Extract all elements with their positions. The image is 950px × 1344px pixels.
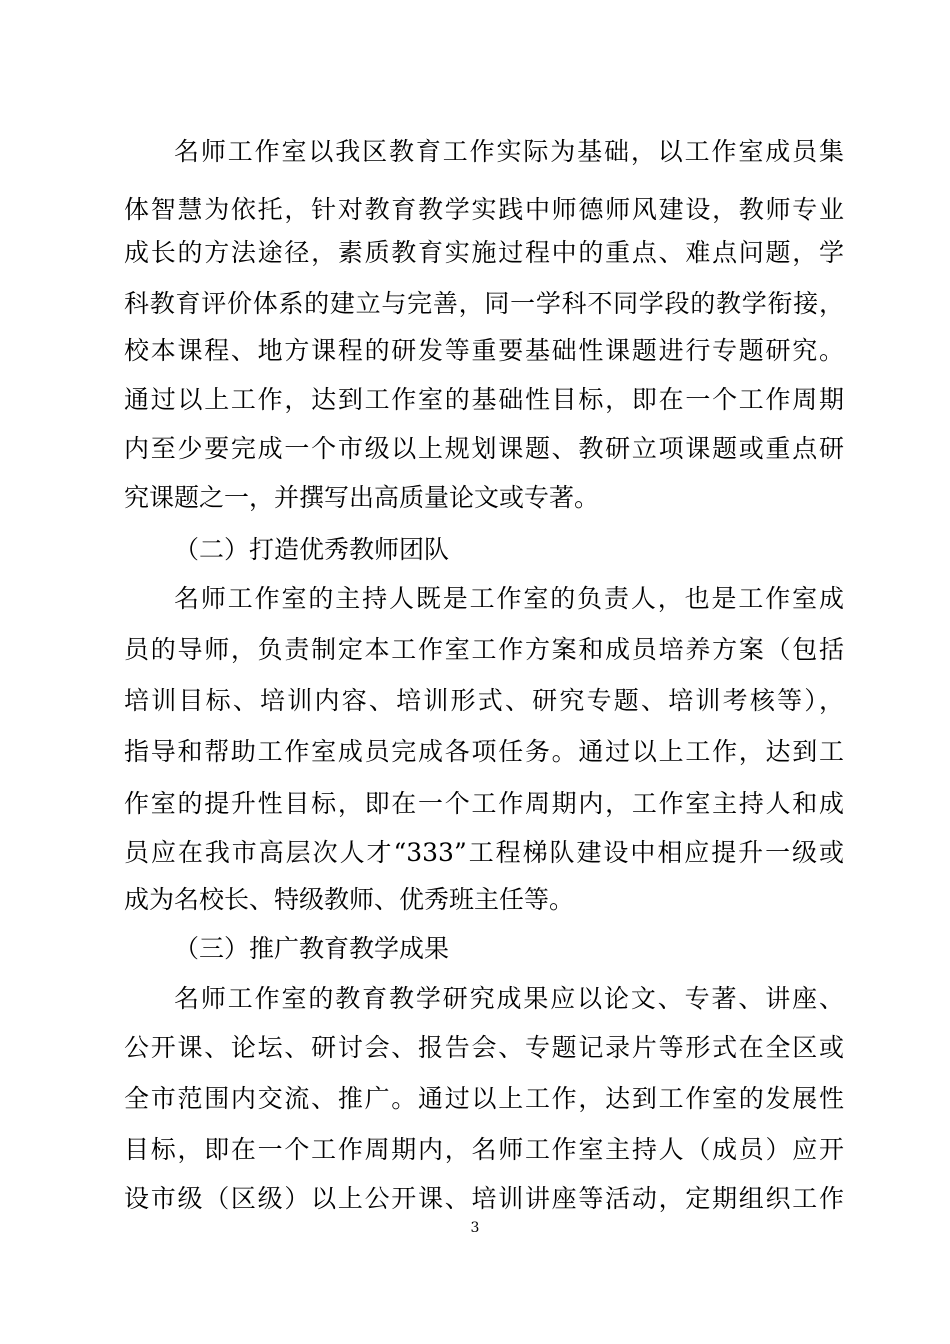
- paragraph-line: 员的导师，负责制定本工作室工作方案和成员培养方案（包括: [124, 635, 844, 664]
- page-number: 3: [470, 1220, 480, 1236]
- paragraph-line: 名师工作室的主持人既是工作室的负责人，也是工作室成: [174, 584, 844, 613]
- paragraph-line: 作室的提升性目标，即在一个工作周期内，工作室主持人和成: [124, 789, 844, 818]
- paragraph-line: 目标，即在一个工作周期内，名师工作室主持人（成员）应开: [124, 1135, 844, 1164]
- paragraph-line: 指导和帮助工作室成员完成各项任务。通过以上工作，达到工: [124, 737, 844, 766]
- paragraph-line: 公开课、论坛、研讨会、报告会、专题记录片等形式在全区或: [124, 1033, 844, 1062]
- paragraph-line: 体智慧为依托，针对教育教学实践中师德师风建设，教师专业: [124, 195, 844, 224]
- paragraph-line: 内至少要完成一个市级以上规划课题、教研立项课题或重点研: [124, 434, 844, 463]
- paragraph-line: 究课题之一，并撰写出高质量论文或专著。: [124, 483, 600, 512]
- paragraph-line: 全市范围内交流、推广。通过以上工作，达到工作室的发展性: [124, 1084, 844, 1113]
- paragraph-line: 员应在我市高层次人才“333”工程梯队建设中相应提升一级或: [124, 838, 844, 867]
- paragraph-line: 校本课程、地方课程的研发等重要基础性课题进行专题研究。: [124, 336, 844, 365]
- paragraph-line: 设市级（区级）以上公开课、培训讲座等活动，定期组织工作: [124, 1184, 844, 1213]
- paragraph-line: 通过以上工作，达到工作室的基础性目标，即在一个工作周期: [124, 385, 844, 414]
- paragraph-line: 成长的方法途径，素质教育实施过程中的重点、难点问题，学: [124, 238, 844, 267]
- section-heading: （三）推广教育教学成果: [174, 934, 450, 963]
- paragraph-line: 科教育评价体系的建立与完善，同一学科不同学段的教学衔接，: [124, 289, 844, 318]
- paragraph-line: 名师工作室的教育教学研究成果应以论文、专著、讲座、: [174, 984, 844, 1013]
- paragraph-line: 培训目标、培训内容、培训形式、研究专题、培训考核等），: [124, 686, 844, 715]
- section-heading: （二）打造优秀教师团队: [174, 535, 450, 564]
- paragraph-line: 成为名校长、特级教师、优秀班主任等。: [124, 885, 575, 914]
- paragraph-line: 名师工作室以我区教育工作实际为基础，以工作室成员集: [174, 137, 844, 166]
